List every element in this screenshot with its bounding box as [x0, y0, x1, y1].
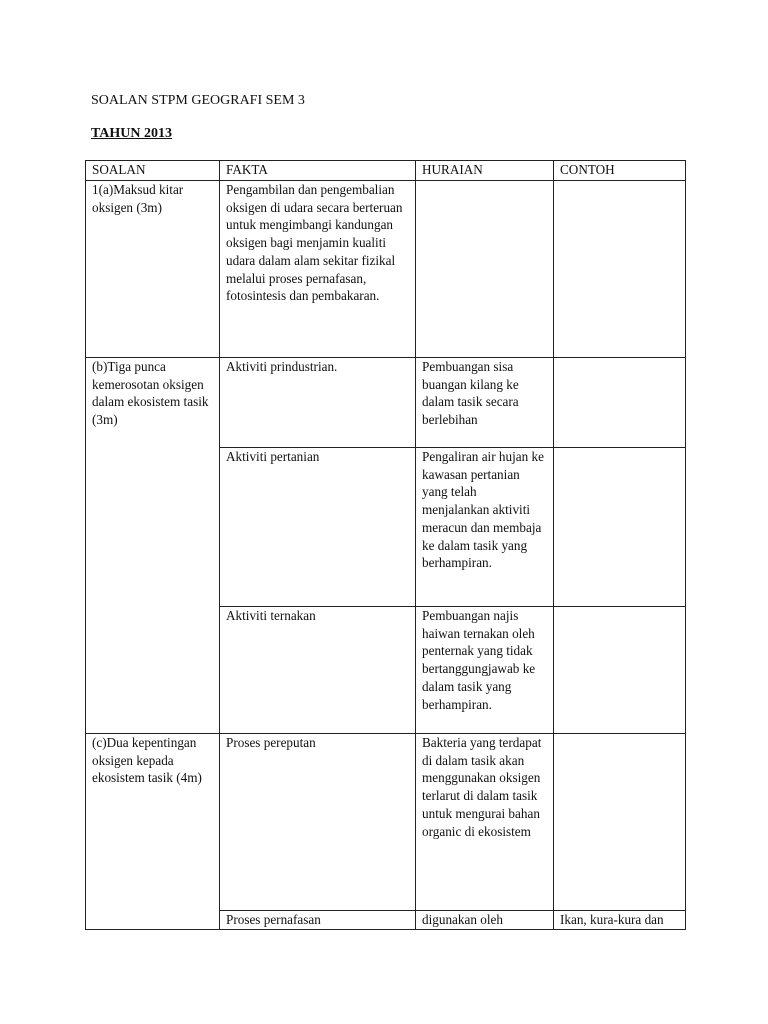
question-table: [85, 160, 686, 930]
table-row: [86, 181, 686, 358]
huraian-cell: Bakteria yang terdapat di dalam tasik akan menggunakan oksigen terlarut di dalam tasik untuk mengurai bahan organic di ekosistem: [416, 734, 554, 911]
contoh-cell: [554, 181, 686, 358]
contoh-cell: [554, 607, 686, 734]
huraian-cell: digunakan oleh: [416, 911, 554, 930]
year-heading: TAHUN 2013: [91, 126, 173, 141]
header-contoh: CONTOH: [554, 161, 686, 181]
table-header-row: [86, 161, 686, 181]
huraian-cell: Pembuangan najis haiwan ternakan oleh penternak yang tidak bertanggungjawab ke dalam tasik yang berhampiran.: [416, 607, 554, 734]
header-huraian: HURAIAN: [416, 161, 554, 181]
document-title: SOALAN STPM GEOGRAFI SEM 3: [91, 93, 305, 108]
header-fakta: FAKTA: [220, 161, 416, 181]
table-row: [86, 734, 686, 911]
soalan-cell: (c)Dua kepentingan oksigen kepada ekosistem tasik (4m): [86, 734, 220, 930]
fakta-cell: Aktiviti prindustrian.: [220, 358, 416, 448]
contoh-cell: Ikan, kura-kura dan: [554, 911, 686, 930]
contoh-cell: [554, 448, 686, 607]
huraian-cell: [416, 181, 554, 358]
contoh-cell: [554, 734, 686, 911]
huraian-cell: Pengaliran air hujan ke kawasan pertanian yang telah menjalankan aktiviti meracun dan membaja ke dalam tasik yang berhampiran.: [416, 448, 554, 607]
fakta-cell: Proses pereputan: [220, 734, 416, 911]
fakta-cell: Pengambilan dan pengembalian oksigen di udara secara berteruan untuk mengimbangi kandungan oksigen bagi menjamin kualiti udara dalam alam sekitar fizikal melalui proses pernafasan, fotosintesis dan pembakaran.: [220, 181, 416, 358]
huraian-cell: Pembuangan sisa buangan kilang ke dalam tasik secara berlebihan: [416, 358, 554, 448]
fakta-cell: Proses pernafasan: [220, 911, 416, 930]
contoh-cell: [554, 358, 686, 448]
soalan-cell: (b)Tiga punca kemerosotan oksigen dalam ekosistem tasik (3m): [86, 358, 220, 734]
soalan-cell: 1(a)Maksud kitar oksigen (3m): [86, 181, 220, 358]
fakta-cell: Aktiviti pertanian: [220, 448, 416, 607]
fakta-cell: Aktiviti ternakan: [220, 607, 416, 734]
header-soalan: SOALAN: [86, 161, 220, 181]
table-row: [86, 358, 686, 448]
